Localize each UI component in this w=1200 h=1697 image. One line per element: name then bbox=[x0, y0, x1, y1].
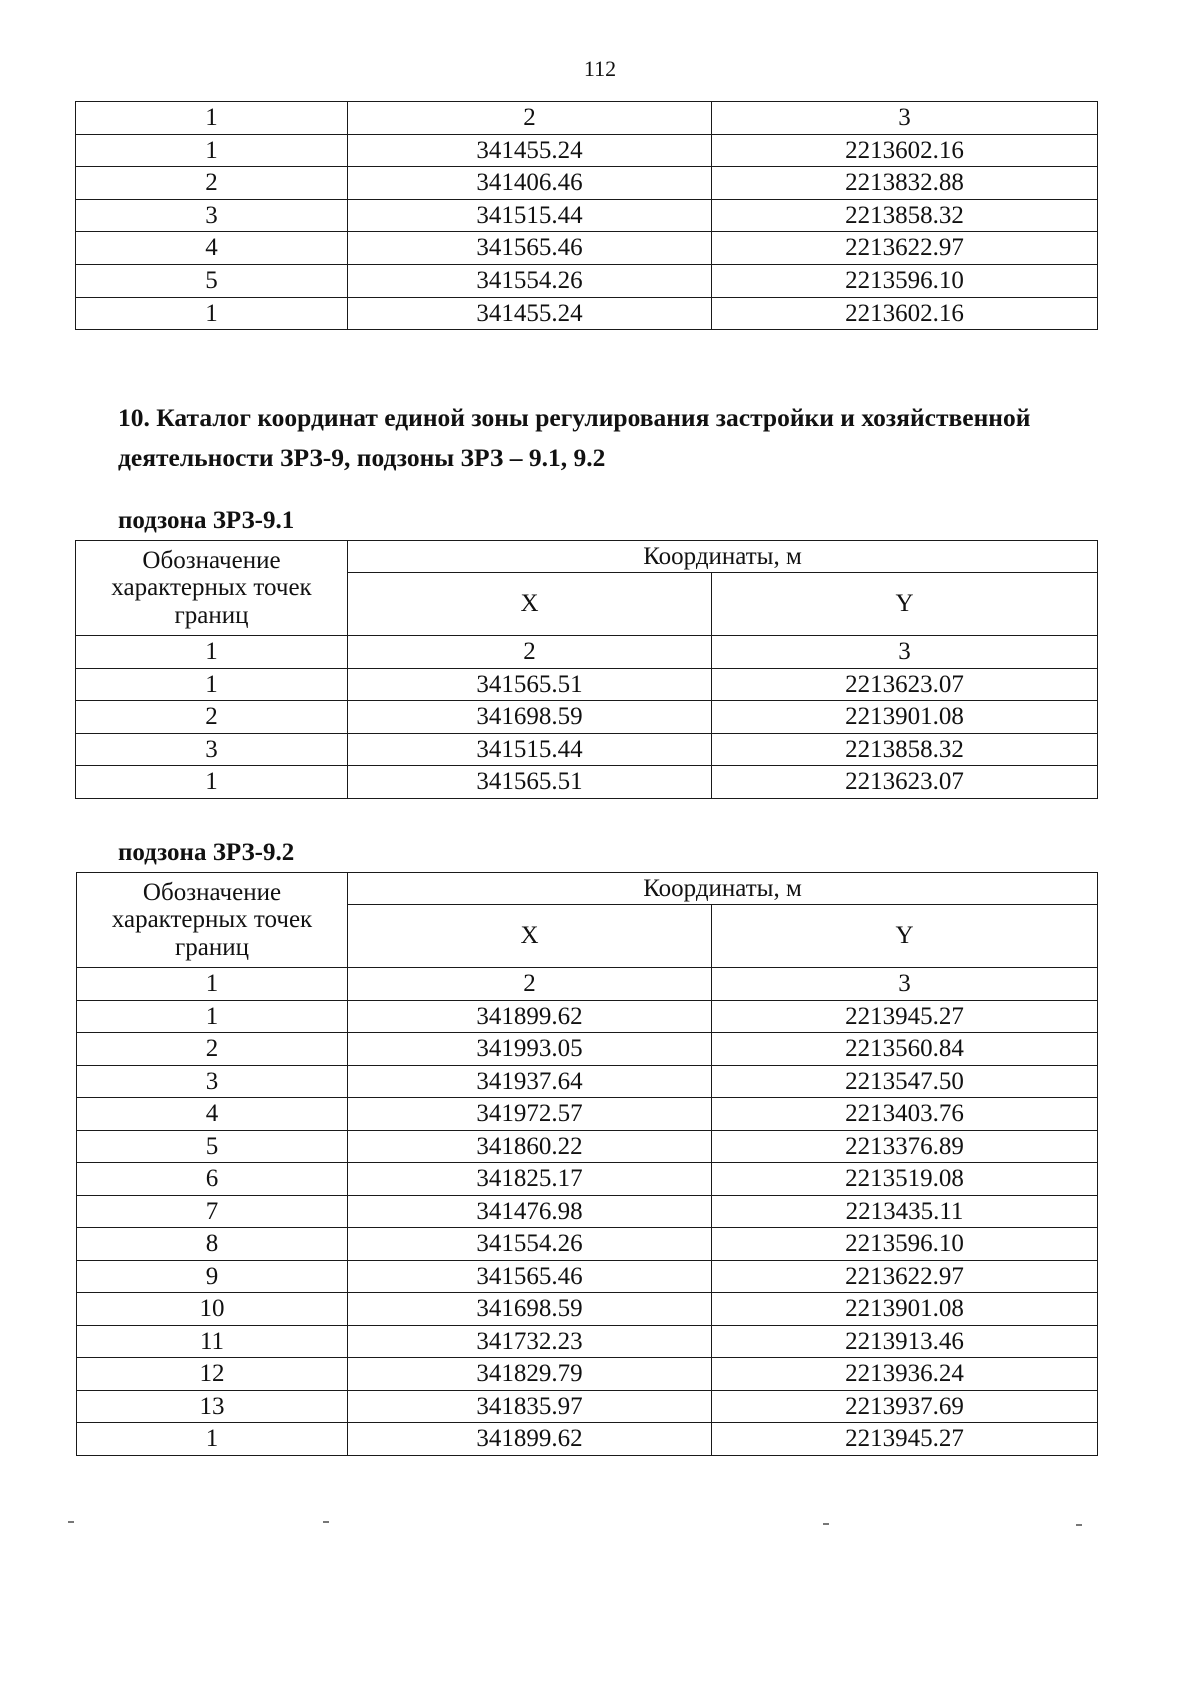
y-coordinate-cell: 2213602.16 bbox=[712, 134, 1098, 167]
point-number-cell: 1 bbox=[76, 668, 348, 701]
point-number-cell: 1 bbox=[76, 134, 348, 167]
section-heading: 10. Каталог координат единой зоны регулирования застройки и хозяйственной деятельности ЗРЗ-9, подзоны ЗРЗ – 9.1, 9.2 bbox=[118, 403, 1031, 472]
point-number-cell: 1 bbox=[77, 1423, 348, 1456]
point-number-cell: 7 bbox=[77, 1195, 348, 1228]
subzone-9-1-coordinates-table bbox=[75, 540, 1098, 799]
x-coordinate-cell: 341698.59 bbox=[348, 1293, 712, 1326]
x-coordinate-cell: 341825.17 bbox=[348, 1163, 712, 1196]
table-row bbox=[77, 1390, 1098, 1423]
column-number-1: 1 bbox=[77, 968, 348, 1001]
column-number-row bbox=[76, 102, 1098, 135]
column-number-2: 2 bbox=[348, 636, 712, 669]
header-row-coordinates bbox=[77, 873, 1098, 905]
header-y: Y bbox=[712, 573, 1098, 636]
point-number-cell: 8 bbox=[77, 1228, 348, 1261]
header-x: X bbox=[348, 573, 712, 636]
point-number-cell: 1 bbox=[76, 297, 348, 330]
y-coordinate-cell: 2213519.08 bbox=[712, 1163, 1098, 1196]
x-coordinate-cell: 341829.79 bbox=[348, 1358, 712, 1391]
x-coordinate-cell: 341860.22 bbox=[348, 1130, 712, 1163]
subzone-title-9-1: подзона ЗРЗ-9.1 bbox=[118, 507, 295, 534]
x-coordinate-cell: 341835.97 bbox=[348, 1390, 712, 1423]
header-designation: Обозначение характерных точек границ bbox=[76, 541, 348, 636]
point-number-cell: 2 bbox=[77, 1033, 348, 1066]
subzone-9-2-table-body bbox=[77, 873, 1098, 1456]
y-coordinate-cell: 2213623.07 bbox=[712, 766, 1098, 799]
column-number-3: 3 bbox=[712, 102, 1098, 135]
x-coordinate-cell: 341515.44 bbox=[348, 199, 712, 232]
point-number-cell: 2 bbox=[76, 701, 348, 734]
table-row bbox=[76, 733, 1098, 766]
page-number: 112 bbox=[583, 56, 617, 81]
continuation-table-body bbox=[76, 102, 1098, 330]
table-row bbox=[76, 701, 1098, 734]
table-row bbox=[77, 1423, 1098, 1456]
table-row bbox=[77, 1260, 1098, 1293]
header-x: X bbox=[348, 905, 712, 968]
table-row bbox=[76, 297, 1098, 330]
x-coordinate-cell: 341455.24 bbox=[348, 297, 712, 330]
header-coordinates: Координаты, м bbox=[348, 541, 1098, 573]
column-number-row bbox=[76, 636, 1098, 669]
y-coordinate-cell: 2213596.10 bbox=[712, 264, 1098, 297]
header-designation: Обозначение характерных точек границ bbox=[77, 873, 348, 968]
table-row bbox=[77, 1000, 1098, 1033]
column-number-3: 3 bbox=[712, 968, 1098, 1001]
table-row bbox=[76, 232, 1098, 265]
header-row-coordinates bbox=[76, 541, 1098, 573]
continuation-coordinates-table bbox=[75, 101, 1098, 330]
point-number-cell: 12 bbox=[77, 1358, 348, 1391]
x-coordinate-cell: 341476.98 bbox=[348, 1195, 712, 1228]
column-number-1: 1 bbox=[76, 102, 348, 135]
x-coordinate-cell: 341515.44 bbox=[348, 733, 712, 766]
table-row bbox=[76, 134, 1098, 167]
y-coordinate-cell: 2213901.08 bbox=[712, 1293, 1098, 1326]
table-row bbox=[77, 1130, 1098, 1163]
x-coordinate-cell: 341554.26 bbox=[348, 264, 712, 297]
point-number-cell: 3 bbox=[77, 1065, 348, 1098]
y-coordinate-cell: 2213622.97 bbox=[712, 232, 1098, 265]
scan-mark bbox=[823, 1523, 829, 1525]
table-row bbox=[77, 1293, 1098, 1326]
x-coordinate-cell: 341565.46 bbox=[348, 1260, 712, 1293]
subzone-9-1-table-body bbox=[76, 541, 1098, 799]
y-coordinate-cell: 2213832.88 bbox=[712, 167, 1098, 200]
x-coordinate-cell: 341406.46 bbox=[348, 167, 712, 200]
column-number-2: 2 bbox=[348, 102, 712, 135]
x-coordinate-cell: 341972.57 bbox=[348, 1098, 712, 1131]
column-number-row bbox=[77, 968, 1098, 1001]
table-row bbox=[77, 1195, 1098, 1228]
y-coordinate-cell: 2213623.07 bbox=[712, 668, 1098, 701]
y-coordinate-cell: 2213376.89 bbox=[712, 1130, 1098, 1163]
point-number-cell: 1 bbox=[77, 1000, 348, 1033]
point-number-cell: 5 bbox=[77, 1130, 348, 1163]
y-coordinate-cell: 2213602.16 bbox=[712, 297, 1098, 330]
column-number-1: 1 bbox=[76, 636, 348, 669]
table-row bbox=[76, 264, 1098, 297]
y-coordinate-cell: 2213858.32 bbox=[712, 733, 1098, 766]
y-coordinate-cell: 2213937.69 bbox=[712, 1390, 1098, 1423]
point-number-cell: 9 bbox=[77, 1260, 348, 1293]
table-row bbox=[77, 1358, 1098, 1391]
header-coordinates: Координаты, м bbox=[348, 873, 1098, 905]
x-coordinate-cell: 341455.24 bbox=[348, 134, 712, 167]
y-coordinate-cell: 2213945.27 bbox=[712, 1423, 1098, 1456]
table-row bbox=[77, 1065, 1098, 1098]
point-number-cell: 1 bbox=[76, 766, 348, 799]
table-row bbox=[77, 1098, 1098, 1131]
point-number-cell: 6 bbox=[77, 1163, 348, 1196]
x-coordinate-cell: 341937.64 bbox=[348, 1065, 712, 1098]
column-number-2: 2 bbox=[348, 968, 712, 1001]
y-coordinate-cell: 2213858.32 bbox=[712, 199, 1098, 232]
point-number-cell: 5 bbox=[76, 264, 348, 297]
point-number-cell: 2 bbox=[76, 167, 348, 200]
point-number-cell: 4 bbox=[76, 232, 348, 265]
scan-mark bbox=[1076, 1524, 1082, 1526]
header-y: Y bbox=[712, 905, 1098, 968]
point-number-cell: 13 bbox=[77, 1390, 348, 1423]
table-row bbox=[77, 1033, 1098, 1066]
table-row bbox=[76, 199, 1098, 232]
x-coordinate-cell: 341554.26 bbox=[348, 1228, 712, 1261]
point-number-cell: 3 bbox=[76, 199, 348, 232]
table-row bbox=[76, 766, 1098, 799]
table-row bbox=[77, 1325, 1098, 1358]
y-coordinate-cell: 2213403.76 bbox=[712, 1098, 1098, 1131]
x-coordinate-cell: 341899.62 bbox=[348, 1000, 712, 1033]
point-number-cell: 10 bbox=[77, 1293, 348, 1326]
column-number-3: 3 bbox=[712, 636, 1098, 669]
point-number-cell: 11 bbox=[77, 1325, 348, 1358]
y-coordinate-cell: 2213945.27 bbox=[712, 1000, 1098, 1033]
scan-mark bbox=[68, 1521, 74, 1523]
y-coordinate-cell: 2213596.10 bbox=[712, 1228, 1098, 1261]
y-coordinate-cell: 2213901.08 bbox=[712, 701, 1098, 734]
y-coordinate-cell: 2213435.11 bbox=[712, 1195, 1098, 1228]
table-row bbox=[77, 1163, 1098, 1196]
x-coordinate-cell: 341732.23 bbox=[348, 1325, 712, 1358]
point-number-cell: 4 bbox=[77, 1098, 348, 1131]
table-row bbox=[76, 167, 1098, 200]
y-coordinate-cell: 2213913.46 bbox=[712, 1325, 1098, 1358]
x-coordinate-cell: 341899.62 bbox=[348, 1423, 712, 1456]
table-row bbox=[77, 1228, 1098, 1261]
subzone-title-9-2: подзона ЗРЗ-9.2 bbox=[118, 839, 295, 866]
y-coordinate-cell: 2213622.97 bbox=[712, 1260, 1098, 1293]
point-number-cell: 3 bbox=[76, 733, 348, 766]
x-coordinate-cell: 341565.51 bbox=[348, 668, 712, 701]
x-coordinate-cell: 341698.59 bbox=[348, 701, 712, 734]
table-row bbox=[76, 668, 1098, 701]
y-coordinate-cell: 2213560.84 bbox=[712, 1033, 1098, 1066]
x-coordinate-cell: 341993.05 bbox=[348, 1033, 712, 1066]
y-coordinate-cell: 2213547.50 bbox=[712, 1065, 1098, 1098]
scan-mark bbox=[323, 1521, 329, 1523]
subzone-9-2-coordinates-table bbox=[76, 872, 1098, 1456]
y-coordinate-cell: 2213936.24 bbox=[712, 1358, 1098, 1391]
x-coordinate-cell: 341565.51 bbox=[348, 766, 712, 799]
x-coordinate-cell: 341565.46 bbox=[348, 232, 712, 265]
